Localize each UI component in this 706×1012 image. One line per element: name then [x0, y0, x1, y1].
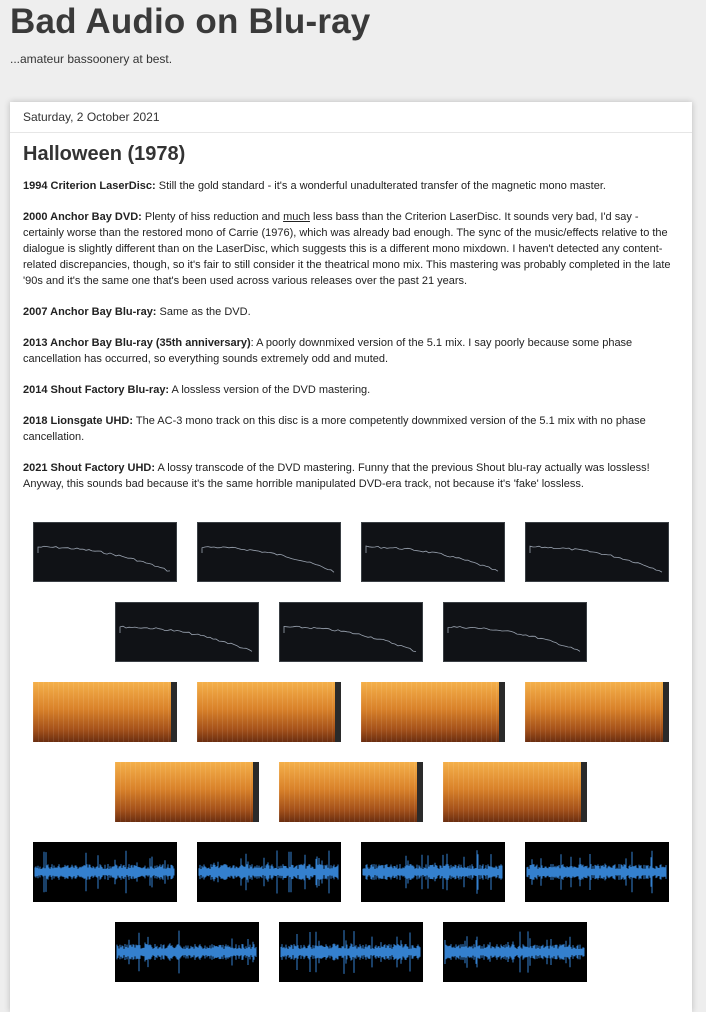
spectrum-image[interactable]	[115, 602, 259, 662]
paragraph-shout-factory-bluray	[23, 382, 679, 398]
waveform-image[interactable]	[279, 922, 423, 982]
paragraph-label: 2013 Anchor Bay Blu-ray (35th anniversary)	[23, 337, 251, 349]
spectrogram-image[interactable]	[115, 762, 259, 822]
spectrogram-image[interactable]	[361, 682, 505, 742]
paragraph-label: 2007 Anchor Bay Blu-ray:	[23, 306, 157, 318]
gallery-row	[10, 922, 692, 982]
paragraph-anchor-bay-bluray-2013	[23, 335, 679, 367]
spectrogram-image[interactable]	[33, 682, 177, 742]
spectrum-image[interactable]	[525, 522, 669, 582]
paragraph-text: Plenty of hiss reduction and	[141, 211, 284, 223]
spectrogram-image[interactable]	[443, 762, 587, 822]
blog-title[interactable]: Bad Audio on Blu-ray	[10, 2, 371, 41]
spectrum-image[interactable]	[33, 522, 177, 582]
gallery-row	[10, 682, 692, 742]
waveform-image[interactable]	[525, 842, 669, 902]
waveform-image[interactable]	[443, 922, 587, 982]
waveform-image[interactable]	[197, 842, 341, 902]
paragraph-text: less bass than the Criterion LaserDisc. It sounds very bad, I'd say - certainly worse than the restored mono of Carrie (1976), which was already bad enough. The sync of the music/effects relative to the dialogue is slightly different than on the LaserDisc, which suggests this is a different mono mixdown. I haven't detected any content-related discrepancies, though, so it's fair to still consider it the theatrical mono mix. This mastering was probably completed in the late '90s and it's the same one that's been used across various releases over the past 21 years.	[23, 211, 671, 287]
post-container	[10, 102, 692, 1012]
emphasis-much: much	[283, 211, 310, 223]
paragraph-label: 2018 Lionsgate UHD:	[23, 415, 134, 427]
paragraph-anchor-bay-dvd	[23, 209, 679, 289]
blog-header	[10, 0, 370, 66]
paragraph-label: 2000 Anchor Bay DVD:	[23, 211, 142, 223]
waveform-image[interactable]	[361, 842, 505, 902]
paragraph-text: Same as the DVD.	[156, 306, 251, 318]
waveform-image[interactable]	[115, 922, 259, 982]
paragraph-label: 1994 Criterion LaserDisc:	[23, 180, 156, 192]
waveform-image[interactable]	[33, 842, 177, 902]
paragraph-text: : A poorly downmixed version of the 5.1 mix. I say poorly because some phase cancellation has occurred, so everything sounds extremely odd and muted.	[23, 337, 633, 365]
blog-description: ...amateur bassoonery at best.	[10, 52, 173, 66]
spectrum-image[interactable]	[361, 522, 505, 582]
paragraph-text: Still the gold standard - it's a wonderful unadulterated transfer of the magnetic mono master.	[155, 180, 606, 192]
spectrogram-image[interactable]	[197, 682, 341, 742]
paragraph-text: A lossy transcode of the DVD mastering. Funny that the previous Shout blu-ray actually was lossless! Anyway, this sounds bad because it's the same horrible manipulated DVD-era track, not because it's 'fake' lossless.	[23, 462, 650, 490]
gallery-row	[10, 522, 692, 582]
post-title[interactable]: Halloween (1978)	[23, 143, 186, 165]
paragraph-anchor-bay-bluray-2007	[23, 304, 679, 320]
image-gallery	[10, 522, 692, 1002]
paragraph-shout-factory-uhd	[23, 460, 679, 492]
paragraph-label: 2021 Shout Factory UHD:	[23, 462, 156, 474]
spectrum-image[interactable]	[443, 602, 587, 662]
paragraph-text: The AC-3 mono track on this disc is a more competently downmixed version of the 5.1 mix with no phase cancellation.	[23, 415, 646, 443]
paragraph-lionsgate-uhd	[23, 413, 679, 445]
post-body	[10, 178, 692, 492]
spectrogram-image[interactable]	[279, 762, 423, 822]
post-date: Saturday, 2 October 2021	[10, 102, 692, 133]
paragraph-text: A lossless version of the DVD mastering.	[169, 384, 371, 396]
spectrogram-image[interactable]	[525, 682, 669, 742]
gallery-row	[10, 842, 692, 902]
gallery-row	[10, 762, 692, 822]
spectrum-image[interactable]	[197, 522, 341, 582]
spectrum-image[interactable]	[279, 602, 423, 662]
paragraph-criterion-laserdisc	[23, 178, 679, 194]
gallery-row	[10, 602, 692, 662]
paragraph-label: 2014 Shout Factory Blu-ray:	[23, 384, 170, 396]
